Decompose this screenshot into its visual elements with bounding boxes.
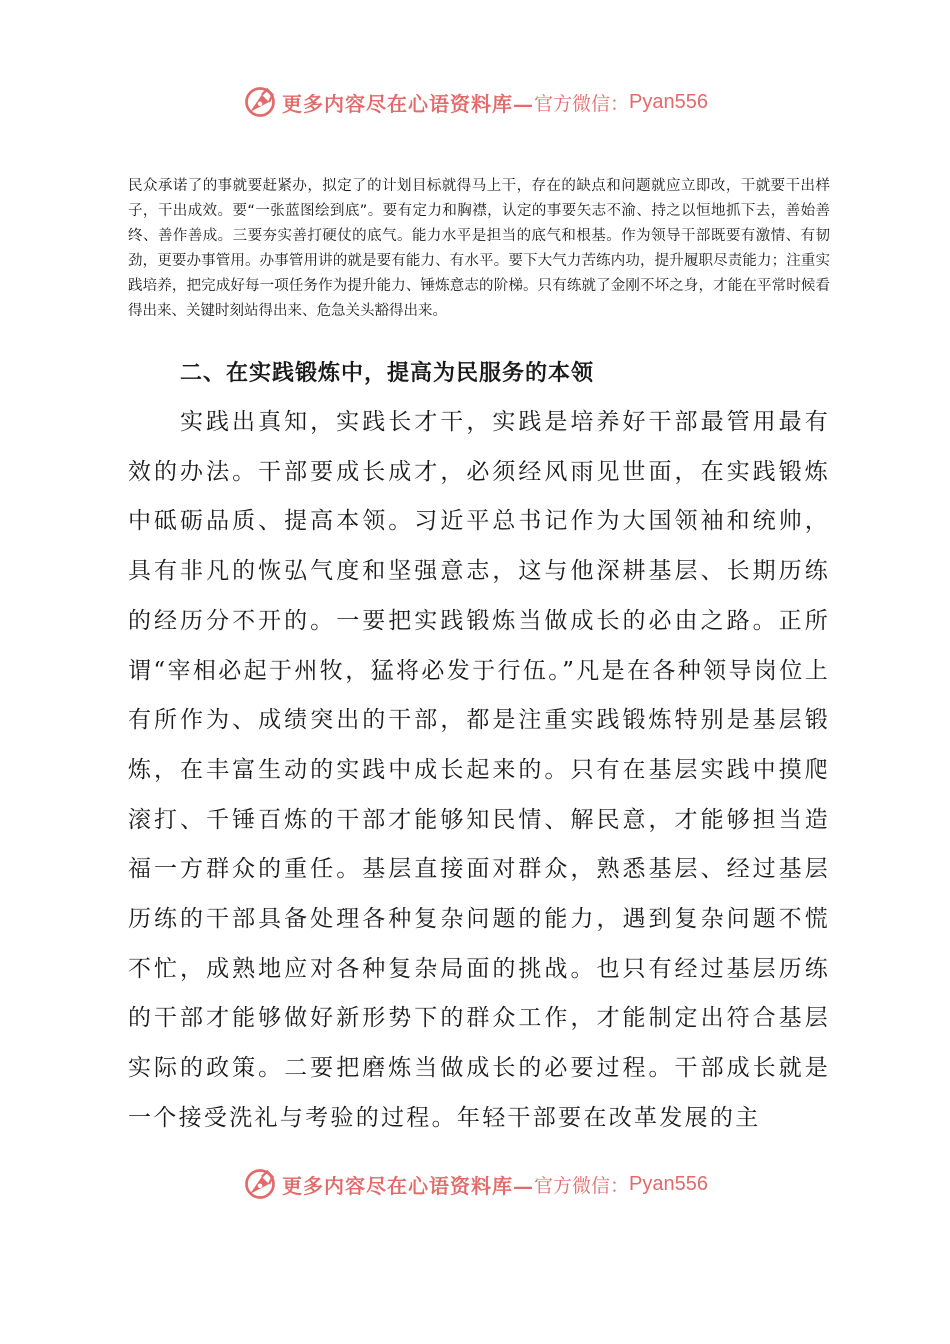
header-banner <box>0 82 950 122</box>
banner-text: 更多内容尽在心语资料库— <box>282 91 534 116</box>
section-heading: 二、在实践锻炼中，提高为民服务的本领 <box>180 361 595 386</box>
pen-nib-logo-icon <box>242 84 278 120</box>
body-paragraph-small: 民众承诺了的事就要赶紧办，拟定了的计划目标就得马上干，存在的缺点和问题就应立即改，干就要干出样子，干出成效。要“一张蓝图绘到底”。要有定力和胸襟，认定的事要矢志不渝、持之以恒地抓下去，善始善终、善作善成。三要夯实善打硬仗的底气。能力水平是担当的底气和根基。作为领导干部既要有激情、有韧劲，更要办事管用。办事管用讲的就是要有能力、有水平。要下大气力苦练内功，提升履职尽责能力；注重实践培养，把完成好每一项任务作为提升能力、锤炼意志的阶梯。只有练就了金刚不坏之身，才能在平常时候看得出来、关键时刻站得出来、危急关头豁得出来。 <box>128 178 830 319</box>
body-paragraph-large: 实践出真知，实践长才干，实践是培养好干部最管用最有效的办法。干部要成长成才，必须经风雨见世面，在实践锻炼中砥砺品质、提高本领。习近平总书记作为大国领袖和统帅，具有非凡的恢弘气度和坚强意志，这与他深耕基层、长期历练的经历分不开的。一要把实践锻炼当做成长的必由之路。正所谓“宰相必起于州牧，猛将必发于行伍。”凡是在各种领导岗位上有所作为、成绩突出的干部，都是注重实践锻炼特别是基层锻炼，在丰富生动的实践中成长起来的。只有在基层实践中摸爬滚打、千锤百炼的干部才能够知民情、解民意，才能够担当造福一方群众的重任。基层直接面对群众，熟悉基层、经过基层历练的干部具备处理各种复杂问题的能力，遇到复杂问题不慌不忙，成熟地应对各种复杂局面的挑战。也只有经过基层历练的干部才能够做好新形势下的群众工作，才能制定出符合基层实际的政策。二要把磨炼当做成长的必要过程。干部成长就是一个接受洗礼与考验的过程。年轻干部要在改革发展的主 <box>128 409 830 1131</box>
banner-wechat-label: 官方微信： <box>534 1174 630 1197</box>
pen-nib-logo-icon <box>242 1166 278 1202</box>
footer-banner <box>0 1164 950 1204</box>
banner-wechat-id: Pyan556 <box>629 1172 708 1195</box>
banner-wechat-id: Pyan556 <box>629 90 708 113</box>
banner-wechat-label: 官方微信： <box>534 92 630 115</box>
banner-text: 更多内容尽在心语资料库— <box>282 1173 534 1198</box>
